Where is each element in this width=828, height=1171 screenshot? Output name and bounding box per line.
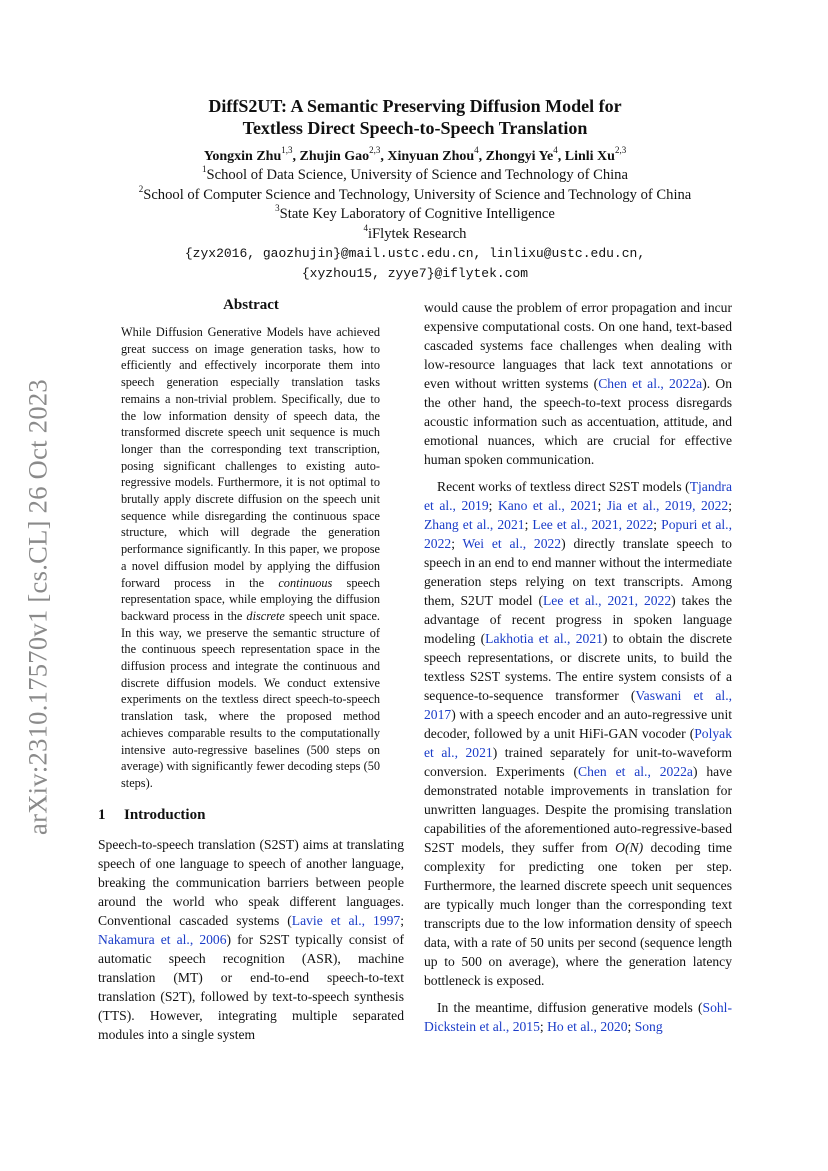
- citation-link[interactable]: Lakhotia et al., 2021: [485, 631, 603, 646]
- citation-link[interactable]: Chen et al., 2022a: [578, 764, 693, 779]
- text-run: ) with a speech encoder and an auto-regressive unit decoder, followed by a unit HiFi-GAN vocoder (: [424, 707, 732, 741]
- email-line[interactable]: {xyzhou15, zyye7}@iflytek.com: [301, 265, 529, 281]
- text-run: would cause the problem of error propagation and incur expensive computational costs. On one hand, text-based cascaded systems face challenges when dealing with low-resource languages that lack text annotations or even without written systems (: [424, 300, 732, 391]
- citation-link[interactable]: Polyak et al., 2021: [424, 726, 732, 760]
- body-paragraph: [424, 298, 732, 469]
- citation-link[interactable]: Vaswani et al., 2017: [424, 688, 732, 722]
- text-run: In the meantime, diffusion generative models (: [437, 1000, 703, 1015]
- citation-link[interactable]: Chen et al., 2022a: [598, 376, 703, 391]
- email-line[interactable]: {zyx2016, gaozhujin}@mail.ustc.edu.cn, linlixu@ustc.edu.cn,: [184, 246, 646, 261]
- citation-link[interactable]: Tjandra et al., 2019: [424, 479, 732, 513]
- citation-link[interactable]: Lavie et al., 1997: [291, 912, 401, 928]
- text-run: ) directly translate speech to speech in an end to end manner without the intermediate generation steps relying on text transcripts. Among them, S2UT model (: [424, 536, 732, 608]
- author-affil-mark: 4: [553, 145, 558, 156]
- affiliation: [95, 222, 735, 245]
- citation-link[interactable]: Kano et al., 2021: [497, 498, 598, 513]
- affiliation-text: School of Computer Science and Technology, University of Science and Technology of China: [143, 186, 692, 203]
- abstract-heading: Abstract: [223, 297, 279, 313]
- body-paragraph: [424, 477, 732, 990]
- text-run: ;: [400, 912, 405, 928]
- citation-link[interactable]: Ho et al., 2020: [547, 1019, 628, 1034]
- author-name: Zhongyi Ye: [485, 149, 554, 164]
- text-run: ) for S2ST typically consist of automatic speech recognition (ASR), machine translation (MT) or end-to-end speech-to-text translation (S2T), followed by text-to-speech synthesis (TTS). However, integrating multiple separated modules into a single system: [98, 931, 404, 1042]
- text-run: ;: [728, 498, 732, 513]
- affiliation: [55, 183, 775, 206]
- affiliation-text: State Key Laboratory of Cognitive Intelligence: [279, 206, 555, 222]
- arxiv-id: arXiv:2310.17570v1 [cs.CL] 26 Oct 2023: [22, 379, 53, 835]
- title-line-1: DiffS2UT: A Semantic Preserving Diffusion Model for: [208, 96, 622, 116]
- citation-link[interactable]: Sohl-Dickstein et al., 2015: [424, 1000, 732, 1034]
- citation-link[interactable]: Wei et al., 2022: [462, 536, 562, 551]
- text-run: ) to obtain the discrete speech representations, or discrete units, to build the textless S2ST systems. The entire system consists of a sequence-to-sequence transformer (: [424, 631, 732, 703]
- citation-link[interactable]: Jia et al., 2019, 2022: [606, 498, 729, 513]
- text-run: ) have demonstrated notable improvements in translation for unwritten languages. Despite the promising translation capabilities of the aforementioned auto-regressive-based S2ST models, they suffer from: [424, 764, 733, 855]
- affiliation: [95, 205, 735, 225]
- text-run: ;: [524, 517, 533, 532]
- abstract-emphasis: continuous: [278, 575, 333, 590]
- citation-link[interactable]: Nakamura et al., 2006: [98, 931, 227, 947]
- author-name: Linli Xu: [564, 149, 615, 164]
- author-affil-mark: 1,3: [281, 145, 293, 156]
- affiliation-mark: 1: [202, 164, 207, 175]
- body-paragraph: [424, 998, 732, 1036]
- title-line-2: Textless Direct Speech-to-Speech Translation: [242, 118, 588, 138]
- affiliation-mark: 4: [363, 222, 368, 233]
- section-number: 1: [98, 806, 106, 823]
- paper-header: [95, 95, 735, 283]
- section-heading-introduction: [98, 806, 404, 825]
- left-column: [98, 296, 404, 1044]
- author-name: Yongxin Zhu: [203, 149, 282, 164]
- section-title: Introduction: [124, 806, 206, 823]
- author-name: Xinyuan Zhou: [387, 149, 475, 164]
- text-run: ). On the other hand, the speech-to-text process disregards acoustic information such as accentuation, attitude, and emotional nuances, which are crucial for effective human spoken communication.: [424, 376, 732, 467]
- author-list: Yongxin Zhu$^{1,3}$, Zhujin Gao$^{2,3}$, Xinyuan Zhou$^4$, Zhongyi Ye$^4$, Linli Xu$^{2,3}$: [203, 145, 627, 164]
- affiliation-text: iFlytek Research: [368, 225, 467, 242]
- affiliation-mark: 2: [138, 183, 144, 194]
- abstract-run: speech unit space. In this way, we preserve the semantic structure of the continuous speech representation space in the diffusion process and integrate the continuous and discrete diffusion models. We conduct extensive experiments on the textless direct speech-to-speech translation task, where the proposed method achieves comparable results to the computationally intensive auto-regressive baselines (500 steps on average) with significantly fewer decoding steps (50 steps).: [121, 608, 380, 790]
- citation-link[interactable]: Song: [634, 1019, 663, 1034]
- text-run: ;: [488, 498, 498, 513]
- abstract-run: While Diffusion Generative Models have achieved great success on image generation tasks, how to efficiently and effectively incorporate them into speech generation especially translation tasks remains a non-trivial problem. Specifically, due to the low information density of speech data, the transformed discrete speech unit sequence is much longer than the corresponding text transcription, posing significant challenges to existing auto-regressive models. Furthermore, it is not optimal to brutally apply discrete diffusion on the speech unit sequence while disregarding the continuous space structure, which will degrade the generation performance significantly. In this paper, we propose a novel diffusion model by applying the diffusion forward process in the: [121, 325, 380, 590]
- citation-link[interactable]: Lee et al., 2021, 2022: [532, 517, 654, 532]
- author-affil-mark: 2,3: [614, 145, 627, 156]
- text-run: Recent works of textless direct S2ST models (: [437, 479, 690, 494]
- right-column: [424, 298, 732, 1036]
- affiliation-text: School of Data Science, University of Science and Technology of China: [206, 167, 628, 183]
- text-run: decoding time complexity for predicting one token per step. Furthermore, the learned discrete speech unit sequences are typically much longer than the corresponding text transcripts due to the low information density of speech data, with a rate of 50 units per second (sequence length up to 500 on average), where the generation latency bottleneck is exposed.: [424, 840, 732, 988]
- text-run: ) trained separately for unit-to-waveform conversion. Experiments (: [424, 745, 732, 779]
- text-run: ;: [653, 517, 662, 532]
- text-run: Speech-to-speech translation (S2ST) aims at translating speech of one language to speech of another language, breaking the communication barriers between people around the world who speak different languages. Conventional cascaded systems (: [98, 836, 404, 928]
- text-run: ) takes the advantage of recent progress in spoken language modeling (: [424, 593, 732, 646]
- author-affil-mark: 4: [474, 145, 479, 156]
- text-run: ;: [597, 498, 607, 513]
- paper-title: [95, 95, 735, 139]
- math-expression: O(N): [615, 840, 644, 855]
- arxiv-sidebar-stamp: [18, 367, 58, 847]
- affiliation-mark: 3: [275, 203, 280, 214]
- abstract-run: speech representation space, while employing the diffusion backward process in the: [121, 575, 381, 623]
- abstract-text: [121, 324, 380, 792]
- text-run: ;: [539, 1019, 548, 1034]
- text-run: ;: [627, 1019, 635, 1034]
- author-name: Zhujin Gao: [299, 149, 370, 164]
- citation-link[interactable]: Popuri et al., 2022: [424, 517, 732, 551]
- abstract-emphasis: discrete: [246, 608, 285, 623]
- text-run: ;: [451, 536, 463, 551]
- citation-link[interactable]: Lee et al., 2021, 2022: [543, 593, 672, 608]
- citation-link[interactable]: Zhang et al., 2021: [424, 517, 525, 532]
- intro-paragraph: [98, 835, 404, 1044]
- author-affil-mark: 2,3: [369, 145, 381, 156]
- affiliation: [95, 166, 735, 186]
